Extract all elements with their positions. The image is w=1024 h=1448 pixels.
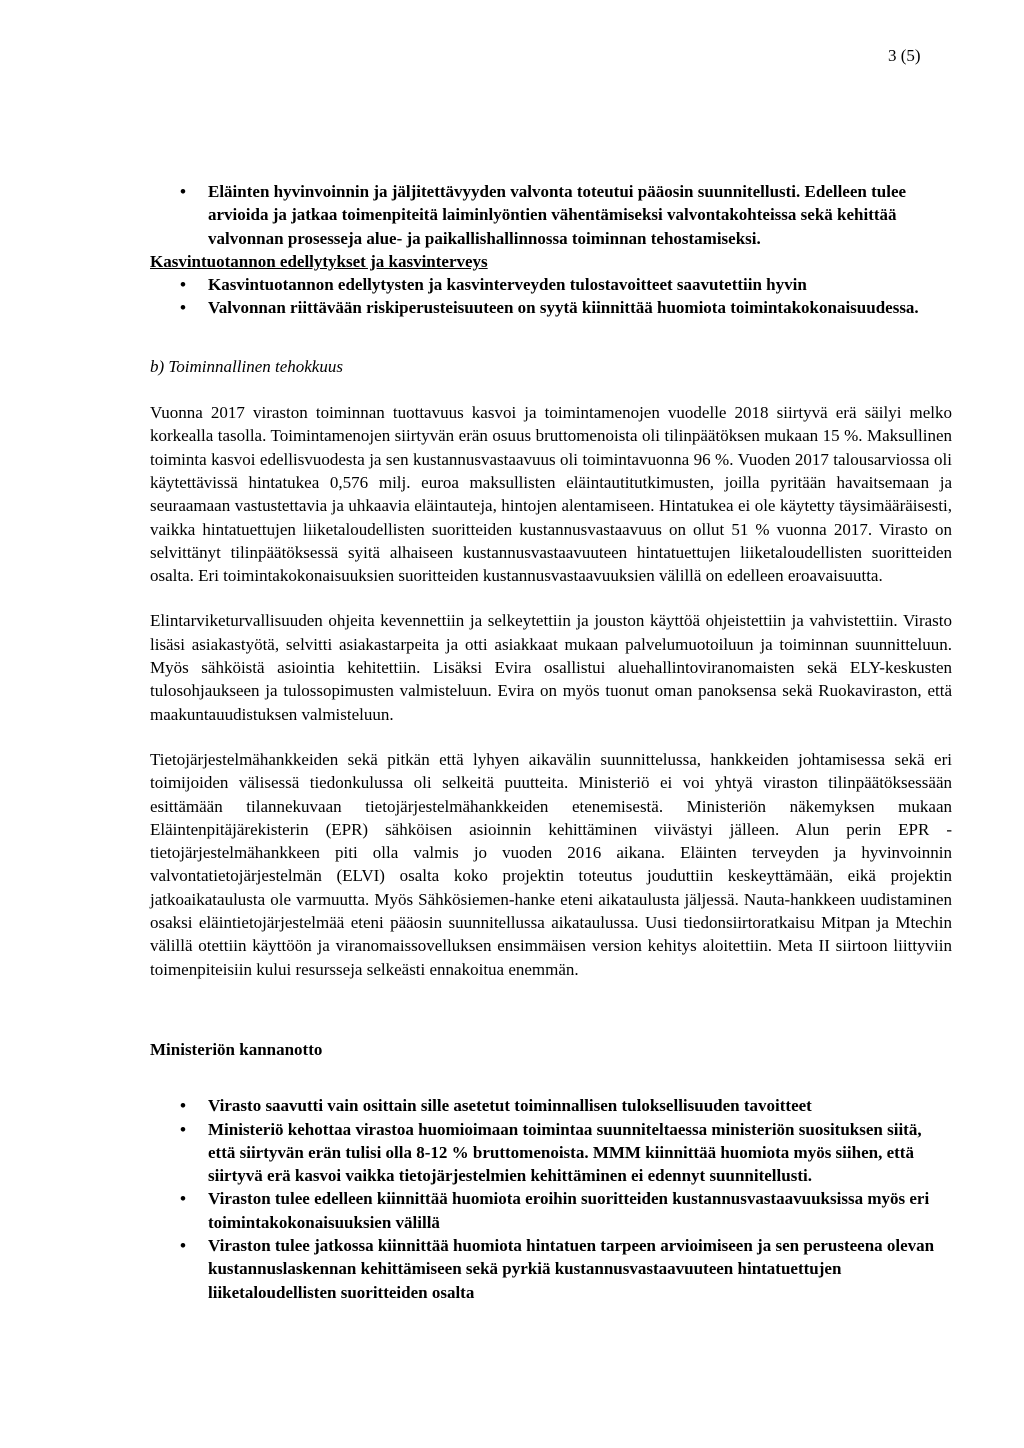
paragraph: Vuonna 2017 viraston toiminnan tuottavuus kasvoi ja toimintamenojen vuodelle 2018 siirtyvä erä säilyi melko korkealla tasolla. Toimintamenojen siirtyvän erän osuus bruttomenoista oli tilinpäätöksen mukaan 15 %. Maksullinen toiminta kasvoi edellisvuodesta ja sen kustannusvastaavuus oli toimintavuonna 96 %. Vuoden 2017 talousarviossa oli käytettävissä hintatukea 0,576 milj. euroa maksullisten eläintautitutkimusten, joilla pyritään havaitsemaan ja seuraamaan vastustettavia ja uhkaavia eläintauteja, hintojen alentamiseen. Hintatukea ei ole käytetty täysimääräisesti, vaikka hintatuettujen liiketaloudellisten suoritteiden kustannusvastaavuus on ollut 51 % vuonna 2017. Virasto on selvittänyt tilinpäätöksessä syitä alhaiseen kustannusvastaavuuteen hintatuettujen liiketaloudellisten suoritteiden osalta. Eri toimintakokonaisuuksien suoritteiden kustannusvastaavuuksien välillä on edelleen eroavaisuutta. [150, 403, 952, 586]
paragraph: Tietojärjestelmähankkeiden sekä pitkän että lyhyen aikavälin suunnittelussa, hankkeiden johtamisessa sekä eri toimijoiden välisessä tiedonkulussa oli selkeitä puutteita. Ministeriö ei voi yhtyä viraston tilinpäätöksessään esittämään tilannekuvaan tietojärjestelmähankkeiden etenemisestä. Ministeriön näkemyksen mukaan Eläintenpitäjärekisterin (EPR) sähköisen asioinnin kehittäminen viivästyi jälleen. Alun perin EPR -tietojärjestelmähankkeen piti olla valmis jo vuoden 2016 aikana. Eläinten terveyden ja hyvinvoinnin valvontatietojärjestelmän (ELVI) osalta koko projektin toteutus jouduttiin keskeyttämään, eikä projektin jatkoaikataulusta ole varmuutta. Myös Sähkösiemen-hanke eteni aikataulusta jäljessä. Nauta-hankkeen uudistaminen osaksi eläintietojärjestelmää eteni pääosin suunnitellussa aikataulussa. Uusi tiedonsiirtoratkaisu Mitpan ja Mtechin välillä otettiin käyttöön ja viranomaissovelluksen ensimmäisen version kehitys aloitettiin. Meta II siirtoon liittyviin toimenpiteisiin kului resursseja selkeästi ennakoitua enemmän. [150, 749, 952, 979]
bullet-icon: • [180, 1096, 186, 1116]
bullet-text: Viraston tulee jatkossa kiinnittää huomiota hintatuen tarpeen arvioimiseen ja sen perusteena olevan kustannuslaskennan kehittämiseen sekä pyrkiä kustannusvastaavuuteen hintatuettujen liiketaloudellisten suoritteiden osalta [208, 1235, 935, 1302]
list-item [150, 273, 952, 296]
ministry-heading: Ministeriön kannanotto [150, 1039, 323, 1059]
bullet-icon: • [180, 298, 186, 318]
ministry-bullets [150, 1094, 952, 1304]
list-item [150, 1094, 952, 1117]
bullet-icon: • [180, 1119, 186, 1139]
list-item [150, 1187, 952, 1234]
bullet-text: Eläinten hyvinvoinnin ja jäljitettävyyden valvonta toteutui pääosin suunnitellusti. Edelleen tulee arvioida ja jatkaa toimenpiteitä laiminlyöntien vähentämiseksi valvontakohteissa sekä kehittää valvonnan prosesseja alue- ja paikallishallinnossa toiminnan tehostamiseksi. [208, 182, 907, 248]
list-item [150, 180, 952, 250]
paragraph: Elintarviketurvallisuuden ohjeita kevennettiin ja selkeytettiin ja jouston käyttöä ohjeistettiin ja vahvistettiin. Virasto lisäsi asiakastyötä, selvitti asiakastarpeita ja otti asiakkaat mukaan palvelumuotoiluun ja toiminnan suunnitteluun. Myös sähköistä asiointia kehitettiin. Lisäksi Evira osallistui aluehallintoviranomaisten sekä ELY-keskusten tulosohjaukseen ja tulossopimusten valmisteluun. Evira on myös tuonut oman panoksensa sekä Ruokaviraston, että maakuntauudistuksen valmisteluun. [150, 611, 952, 724]
page-number: 3 (5) [888, 46, 921, 65]
document-body [150, 180, 952, 1304]
bullet-text: Ministeriö kehottaa virastoa huomioimaan toimintaa suunniteltaessa ministeriön suosituksen siitä, että siirtyvän erän tulisi olla 8-12 % bruttomenoista. MMM kiinnittää huomiota myös siihen, että siirtyvä erä kasvoi vaikka tietojärjestelmien kehittäminen ei edennyt suunnitellusti. [208, 1119, 922, 1186]
bullet-icon: • [180, 182, 186, 201]
bullet-text: Viraston tulee edelleen kiinnittää huomiota eroihin suoritteiden kustannusvastaavuuksissa myös eri toimintakokonaisuuksien välillä [208, 1189, 930, 1232]
bullet-icon: • [180, 1189, 186, 1209]
list-item [150, 1234, 952, 1304]
bullet-icon: • [180, 275, 186, 295]
bullet-text: Valvonnan riittävään riskiperusteisuuteen on syytä kiinnittää huomiota toimintakokonaisuudessa. [208, 298, 919, 318]
section-heading-plant-production: Kasvintuotannon edellytykset ja kasvinterveys [150, 251, 488, 271]
list-item [150, 1118, 952, 1188]
list-item [150, 296, 952, 319]
animal-welfare-bullets [150, 180, 952, 250]
bullet-text: Kasvintuotannon edellytysten ja kasvinterveyden tulostavoitteet saavutettiin hyvin [208, 275, 807, 295]
bullet-text: Virasto saavutti vain osittain sille asetetut toiminnallisen tuloksellisuuden tavoitteet [208, 1096, 812, 1116]
bullet-icon: • [180, 1235, 186, 1255]
subheading-operational-efficiency: b) Toiminnallinen tehokkuus [150, 356, 343, 376]
plant-production-bullets [150, 273, 952, 320]
